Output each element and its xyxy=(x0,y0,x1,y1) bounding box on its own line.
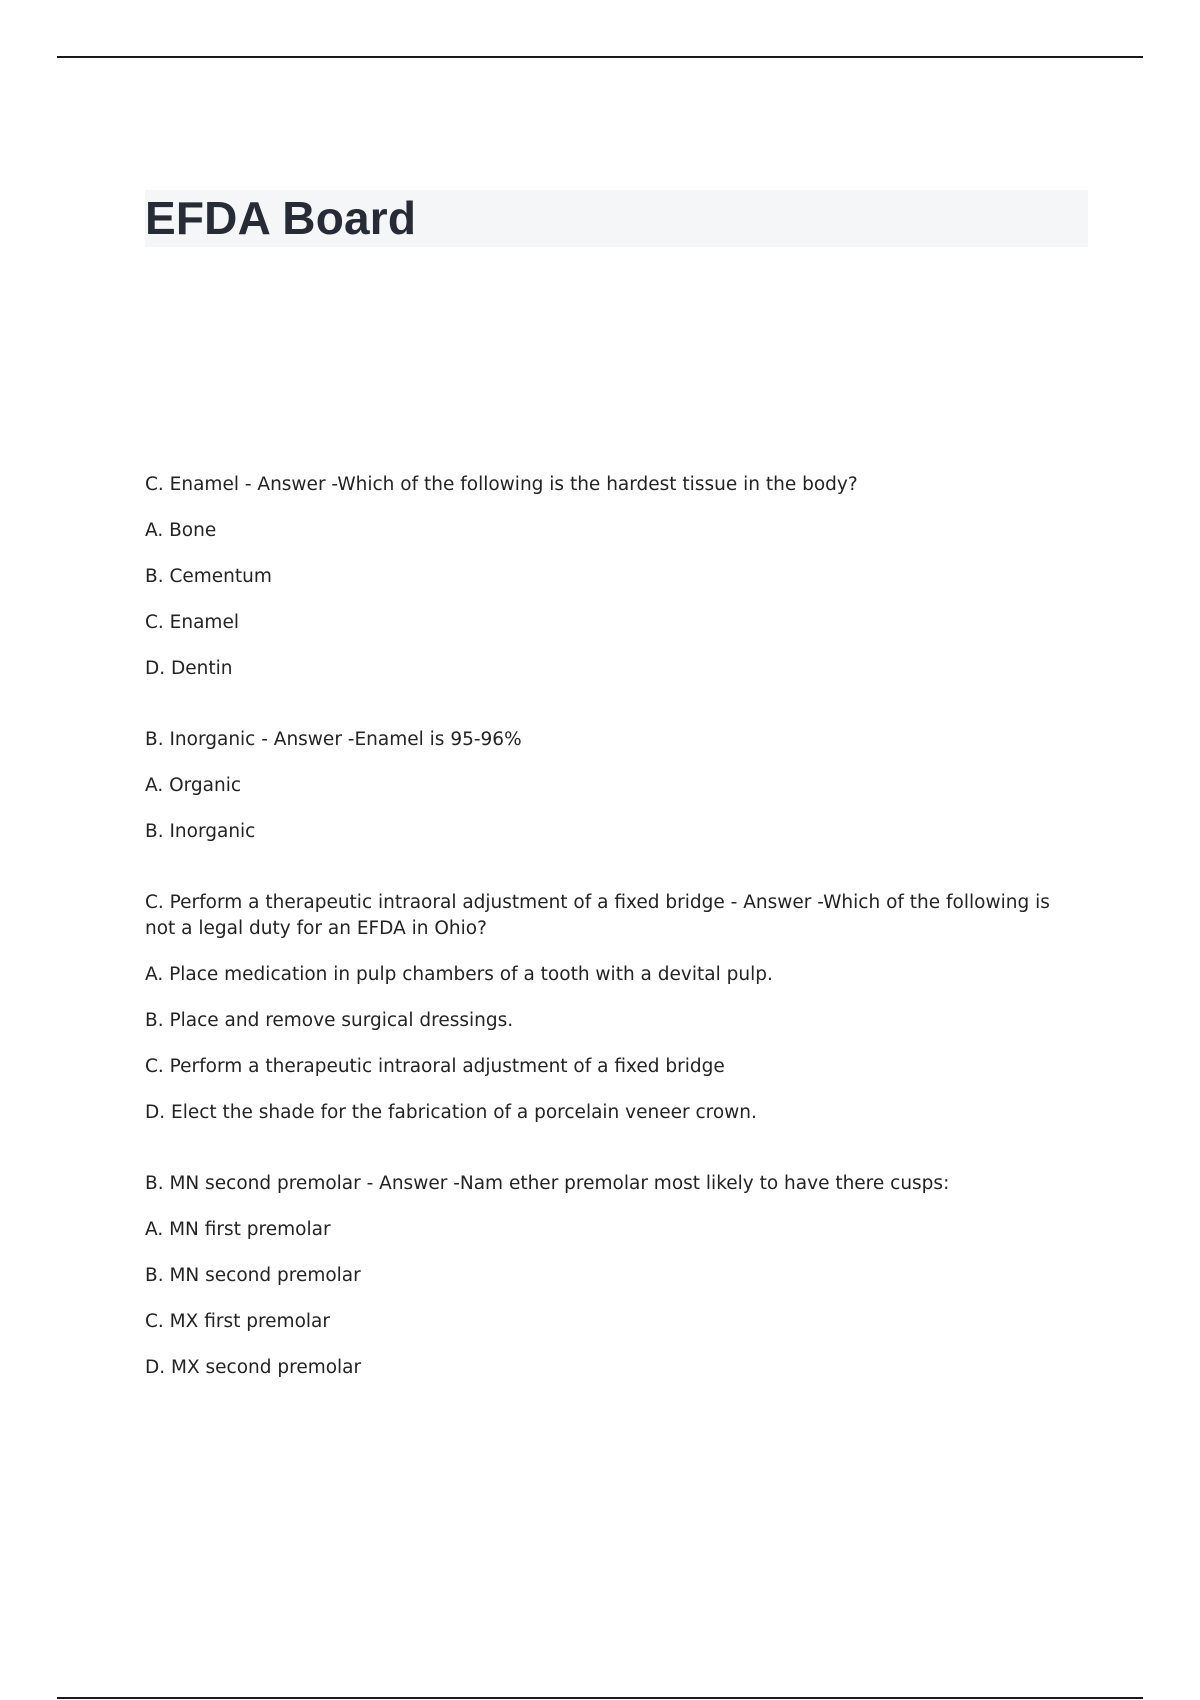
question-block xyxy=(145,472,1085,682)
answer-option: D. MX second premolar xyxy=(145,1357,362,1378)
question-block xyxy=(145,1171,1085,1381)
answer-option: A. Organic xyxy=(145,775,242,796)
answer-option: C. Perform a therapeutic intraoral adjustment of a fixed bridge xyxy=(145,1056,725,1077)
answer-option: C. MX first premolar xyxy=(145,1311,330,1332)
question-block xyxy=(145,890,1085,1126)
answer-option: D. Dentin xyxy=(145,658,233,679)
footer-rule xyxy=(57,1697,1143,1699)
answer-option: D. Elect the shade for the fabrication of a porcelain veneer crown. xyxy=(145,1102,757,1123)
answer-option: A. MN first premolar xyxy=(145,1219,331,1240)
question-block xyxy=(145,727,1085,845)
question-prompt: C. Enamel - Answer -Which of the following is the hardest tissue in the body? xyxy=(145,474,858,495)
answer-option: B. MN second premolar xyxy=(145,1265,361,1286)
answer-option: B. Cementum xyxy=(145,566,272,587)
question-prompt: C. Perform a therapeutic intraoral adjustment of a fixed bridge - Answer -Which of the following is not a legal duty for an EFDA in Ohio? xyxy=(145,892,1050,939)
answer-option: B. Place and remove surgical dressings. xyxy=(145,1010,514,1031)
question-list xyxy=(145,472,1085,1426)
answer-option: A. Bone xyxy=(145,520,217,541)
question-prompt: B. MN second premolar - Answer -Nam ether premolar most likely to have there cusps: xyxy=(145,1173,950,1194)
header-rule xyxy=(57,56,1143,58)
answer-option: C. Enamel xyxy=(145,612,239,633)
question-prompt: B. Inorganic - Answer -Enamel is 95-96% xyxy=(145,729,522,750)
page-title: EFDA Board xyxy=(145,192,417,244)
answer-option: A. Place medication in pulp chambers of a tooth with a devital pulp. xyxy=(145,964,773,985)
answer-option: B. Inorganic xyxy=(145,821,256,842)
